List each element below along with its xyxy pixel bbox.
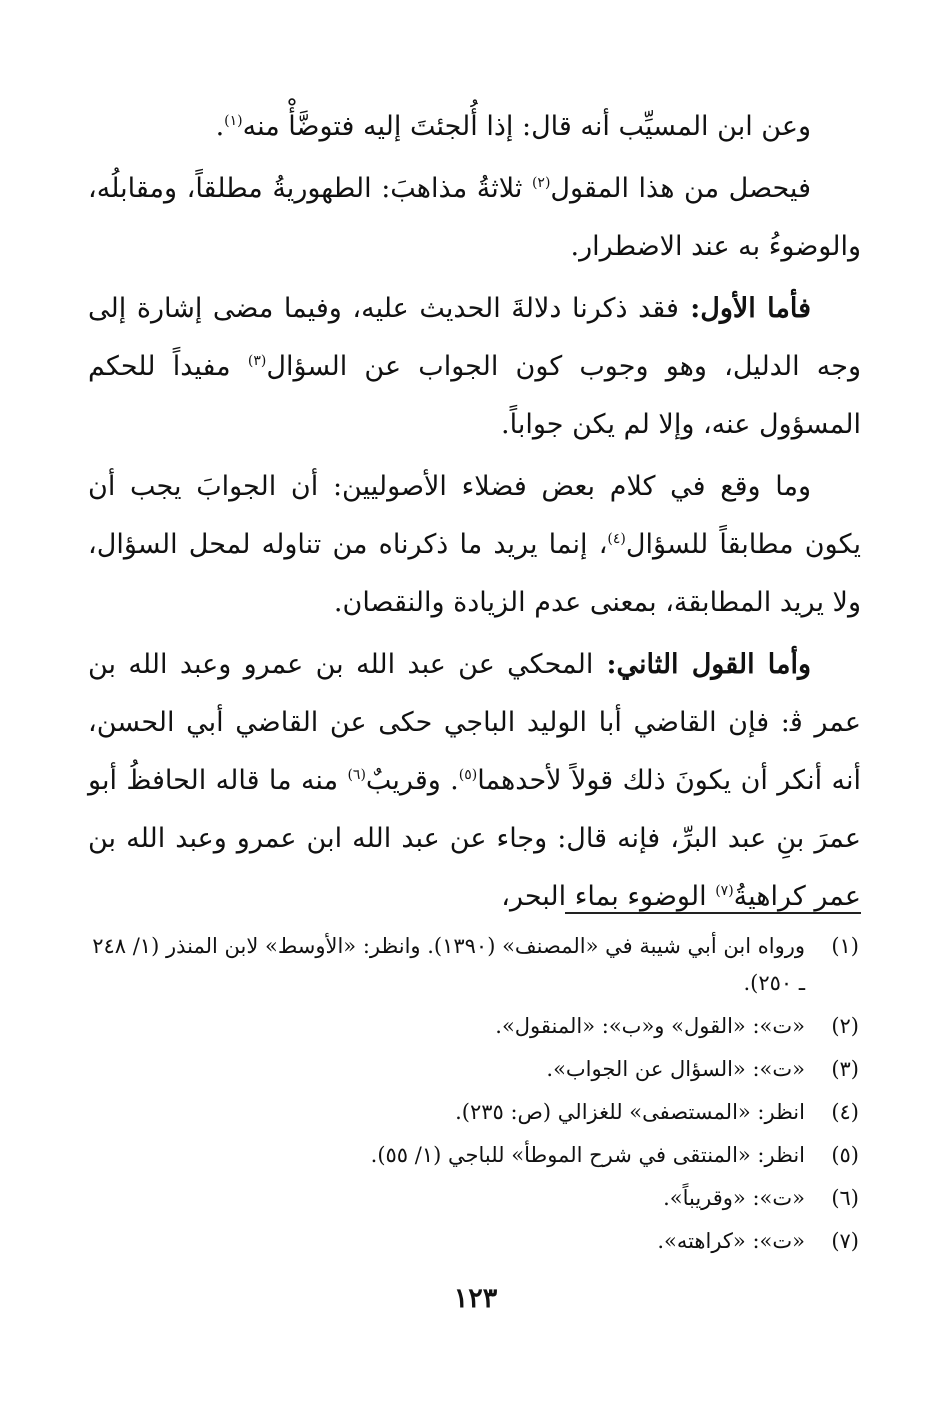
footnote-item bbox=[90, 1137, 859, 1174]
footnote-item bbox=[90, 1008, 859, 1045]
footnote-number: (٦) bbox=[831, 1186, 859, 1210]
footnote-text: انظر: «المنتقى في شرح الموطأ» للباجي (١/ ٥٥). bbox=[370, 1143, 805, 1167]
footnote-number: (٤) bbox=[831, 1100, 859, 1124]
text-segment: . bbox=[215, 111, 225, 142]
text-segment: وما وقع في كلام بعض فضلاء الأصوليين: أن الجوابَ يجب أن يكون مطابقاً للسؤال bbox=[88, 471, 861, 560]
paragraph bbox=[88, 636, 861, 926]
footnote-ref[interactable]: (١) bbox=[224, 113, 243, 129]
footnote-separator bbox=[565, 912, 861, 914]
text-segment: المحكي عن عبد الله بن عمرو وعبد الله بن عمر ﭬ: فإن القاضي أبا الوليد الباجي حكى عن القاضي أبي الحسن، أنه أنكر أن يكونَ ذلك قولاً لأحدهما bbox=[88, 649, 861, 796]
footnote-text: «ت»: «كراهته». bbox=[657, 1229, 805, 1253]
paragraph bbox=[88, 98, 861, 156]
footnote-text: ورواه ابن أبي شيبة في «المصنف» (١٣٩٠). وانظر: «الأوسط» لابن المنذر (١/ ٢٤٨ ـ ٢٥٠). bbox=[92, 934, 805, 995]
footnote-number: (١) bbox=[831, 934, 859, 958]
footnote-number: (٢) bbox=[831, 1014, 859, 1038]
footnote-number: (٧) bbox=[831, 1229, 859, 1253]
footnote-text: انظر: «المستصفى» للغزالي (ص: ٢٣٥). bbox=[455, 1100, 805, 1124]
paragraph bbox=[88, 458, 861, 632]
text-segment: ، إنما يريد ما ذكرناه من تناوله لمحل السؤال، ولا يريد المطابقة، بمعنى عدم الزيادة والنقصان. bbox=[88, 529, 861, 618]
footnote-text: «ت»: «وقريباً». bbox=[663, 1186, 805, 1210]
text-segment: فقد ذكرنا دلالةَ الحديث عليه، وفيما مضى إشارة إلى وجه الدليل، وهو وجوب كون الجواب عن السؤال bbox=[88, 293, 861, 382]
footnote-item bbox=[90, 1051, 859, 1088]
text-segment: الوضوء بماء البحر، bbox=[501, 881, 716, 912]
text-segment: منه ما قاله الحافظُ أبو عمرَ بنِ عبد البرِّ، فإنه قال: وجاء عن عبد الله ابن عمرو وعبد الله بن عمر كراهيةُ bbox=[88, 765, 861, 912]
footnote-item bbox=[90, 1223, 859, 1260]
paragraph bbox=[88, 160, 861, 276]
text-segment: ثلاثةُ مذاهبَ: الطهوريةُ مطلقاً، ومقابلُه، والوضوءُ به عند الاضطرار. bbox=[88, 173, 861, 262]
paragraph-lead: فأما الأول: bbox=[678, 293, 812, 324]
footnote-item bbox=[90, 1094, 859, 1131]
footnote-item bbox=[90, 1180, 859, 1217]
page-number: ١٢٣ bbox=[453, 1283, 498, 1314]
footnote-text: «ت»: «القول» و«ب»: «المنقول». bbox=[495, 1014, 805, 1038]
text-segment: فيحصل من هذا المقول bbox=[550, 173, 811, 204]
paragraph bbox=[88, 280, 861, 454]
footnote-ref[interactable]: (٢) bbox=[531, 175, 551, 191]
footnote-ref[interactable]: (٧) bbox=[715, 883, 734, 899]
main-text bbox=[88, 98, 861, 930]
footnote-item bbox=[90, 928, 859, 1002]
footnote-text: «ت»: «السؤال عن الجواب». bbox=[546, 1057, 805, 1081]
footnote-ref[interactable]: (٣) bbox=[247, 353, 267, 369]
footnote-number: (٣) bbox=[831, 1057, 859, 1081]
text-segment: مفيداً للحكم المسؤول عنه، وإلا لم يكن جواباً. bbox=[88, 351, 861, 440]
text-segment: وعن ابن المسيِّب أنه قال: إذا أُلجئتَ إليه فتوضَّأْ منه bbox=[242, 111, 811, 142]
paragraph-lead: وأما القول الثاني: bbox=[593, 649, 812, 680]
footnote-number: (٥) bbox=[831, 1143, 859, 1167]
text-segment: . وقريبٌ bbox=[365, 765, 459, 796]
footnote-ref[interactable]: (٥) bbox=[458, 767, 478, 783]
footnotes bbox=[90, 928, 859, 1266]
footnote-ref[interactable]: (٤) bbox=[607, 531, 626, 547]
footnote-ref[interactable]: (٦) bbox=[347, 767, 366, 783]
